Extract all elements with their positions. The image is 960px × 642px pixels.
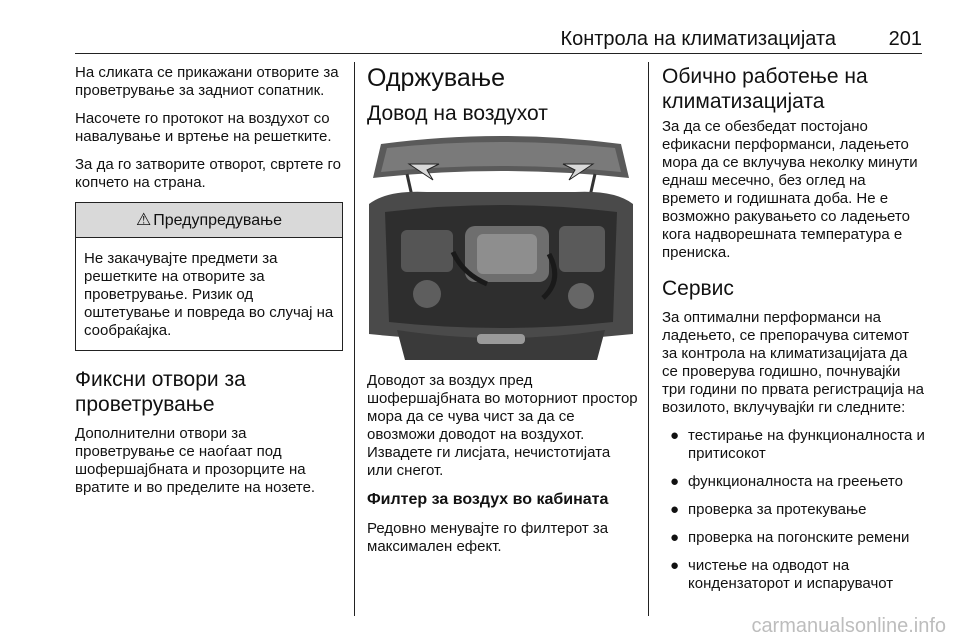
page-title: Контрола на климатизацијата [560,28,836,50]
watermark[interactable]: carmanualsonline.info [751,615,946,637]
bullet-icon: ● [670,557,680,574]
paragraph: Редовно менувајте го филтерот за максимален ефект. [367,520,609,555]
warning-triangle-icon: ⚠ [135,210,152,229]
list-item-text: тестирање на функционалноста и притисокот [688,427,925,462]
paragraph: На сликата се прикажани отворите за проветрување за задниот сопатник. [75,64,339,99]
list-item [662,427,927,463]
list-item-text: чистење на одводот на кондензаторот и испарувачот [688,557,894,592]
warning-title: Предупредување [153,212,283,229]
page-header [75,24,922,54]
warning-box [75,202,343,351]
section-heading: Сервис [662,277,734,300]
list-item [662,557,927,593]
subsection-heading: Филтер за воздух во кабината [367,491,609,508]
section-heading: Обично работење на климатизацијата [662,65,868,113]
paragraph: За да го затворите отворот, свртете го копчето на страна. [75,156,341,191]
section-heading: Довод на воздухот [367,102,548,125]
column-1 [75,64,343,507]
paragraph: Дополнителни отвори за проветрување се наоѓаат под шофершајбната и прозорците на вратите и во пределите на нозете. [75,425,316,496]
paragraph: Насочете го протокот на воздухот со навалување и вртење на решетките. [75,110,332,145]
page-number: 201 [888,28,922,50]
list-item-text: проверка на погонските ремени [688,529,910,546]
engine-bay-photo [367,134,635,362]
bullet-icon: ● [670,501,680,518]
header-divider [75,53,922,54]
bullet-icon: ● [670,427,680,444]
section-heading: Фиксни отвори за проветрување [75,368,246,416]
service-checklist [662,427,927,593]
list-item [662,501,927,519]
bullet-icon: ● [670,473,680,490]
paragraph: За да се обезбедат постојано ефикасни перформанси, ладењето мора да се вклучува неколку минути еднаш месечно, без оглед на времето и годишната доба. Не е возможно ракувањето со ладењето кога надворешната температура е прениска. [662,118,918,261]
warning-header [76,203,342,238]
list-item-text: функционалноста на греењето [688,473,903,490]
paragraph: Доводот за воздух пред шофершајбната во моторниот простор мора да се чува чист за да се овозможи доводот на воздухот. Извадете ги лисјата, нечистотијата или снегот. [367,372,638,479]
paragraph: За оптимални перформанси на ладењето, се препорачува ситемот за контрола на климатизацијата да се проверува годишно, почнувајќи три години по првата регистрација на возилото, вклучувајќи ги следните: [662,309,925,416]
warning-text: Не закачувајте предмети за решетките на отворите за проветрување. Ризик од оштетување и повреда во случај на сообраќајка. [84,250,334,339]
column-divider-2 [648,62,649,616]
list-item [662,473,927,491]
chapter-heading: Одржување [367,64,506,92]
column-2 [367,64,639,566]
column-divider-1 [354,62,355,616]
column-3 [662,64,927,603]
list-item [662,529,927,547]
bullet-icon: ● [670,529,680,546]
list-item-text: проверка за протекување [688,501,867,518]
